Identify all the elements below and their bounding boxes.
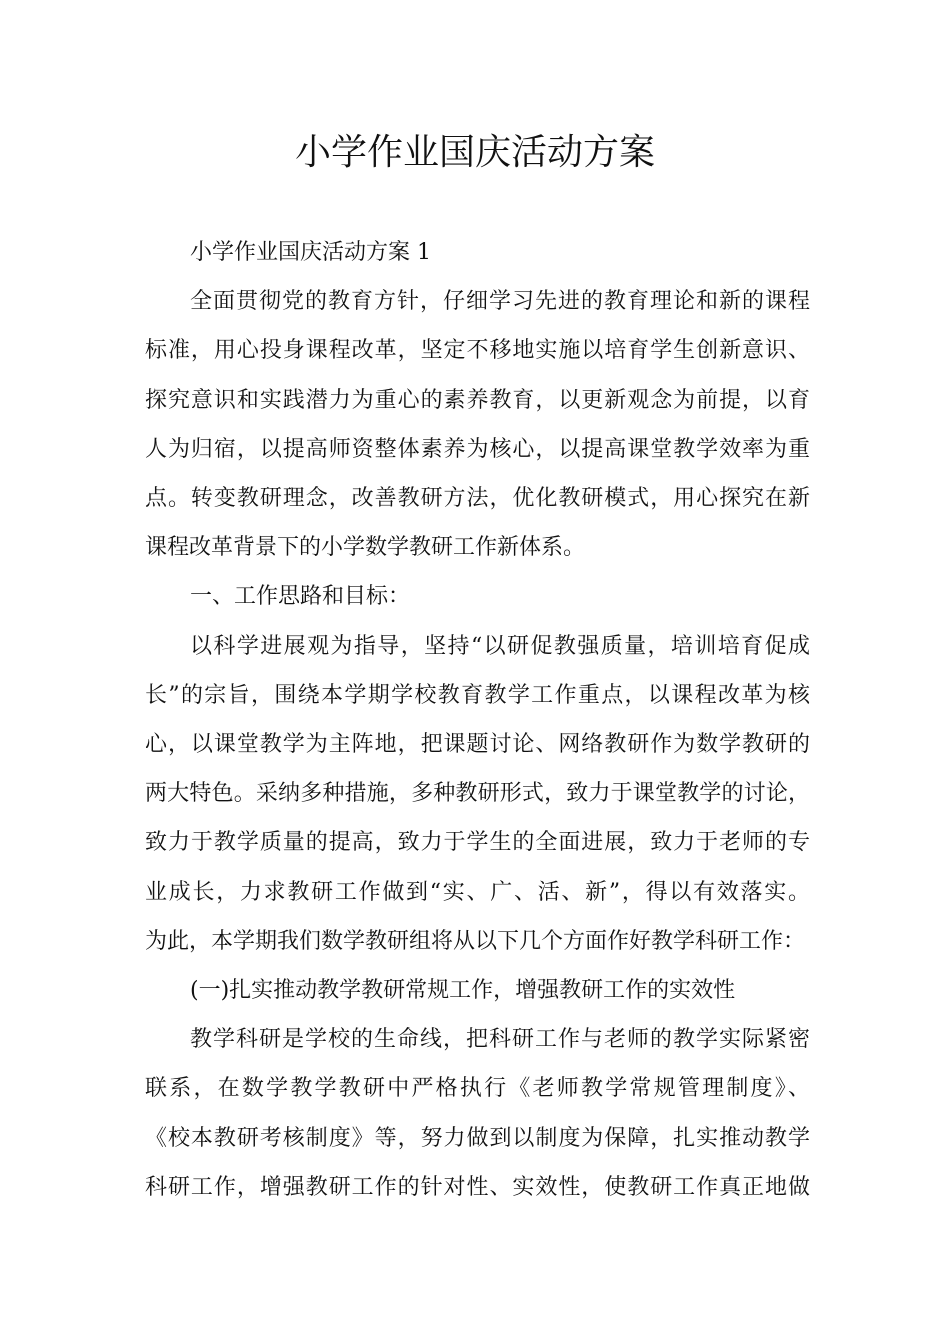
- text-line: 心，以课堂教学为主阵地，把课题讨论、网络教研作为数学教研的: [145, 732, 810, 758]
- paragraph-line: [145, 326, 810, 375]
- paragraph-line: [145, 376, 810, 425]
- text-line: 两大特色。采纳多种措施，多种教研形式，致力于课堂教学的讨论，: [145, 781, 810, 807]
- text-line: (一)扎实推动教学教研常规工作，增强教研工作的实效性: [190, 978, 736, 1004]
- text-line: 以科学进展观为指导，坚持“以研促教强质量，培训培育促成: [190, 633, 810, 659]
- text-line: 致力于教学质量的提高，致力于学生的全面进展，致力于老师的专: [145, 830, 810, 856]
- text-line: 全面贯彻党的教育方针，仔细学习先进的教育理论和新的课程: [190, 289, 810, 315]
- paragraph-line: [145, 917, 810, 966]
- text-line: 联系，在数学教学教研中严格执行《老师教学常规管理制度》、: [145, 1076, 810, 1102]
- paragraph-line: [145, 523, 810, 572]
- paragraph-line: [145, 818, 810, 867]
- text-line: 《校本教研考核制度》等，努力做到以制度为保障，扎实推动教学: [145, 1125, 810, 1151]
- paragraph-line: [145, 474, 810, 523]
- paragraph-start-line: [145, 1015, 810, 1064]
- paragraph-start-line: [145, 277, 810, 326]
- text-line: 一、工作思路和目标：: [190, 584, 411, 610]
- paragraph-start-line: [145, 572, 810, 621]
- paragraph-line: [145, 720, 810, 769]
- paragraph-start-line: [145, 228, 810, 277]
- paragraph-line: [145, 425, 810, 474]
- paragraph-line: [145, 868, 810, 917]
- text-line: 探究意识和实践潜力为重心的素养教育，以更新观念为前提，以育: [145, 387, 810, 413]
- text-line: 教学科研是学校的生命线，把科研工作与老师的教学实际紧密: [190, 1027, 810, 1053]
- text-line: 点。转变教研理念，改善教研方法，优化教研模式，用心探究在新: [145, 486, 810, 512]
- paragraph-start-line: [145, 966, 810, 1015]
- text-line: 科研工作，增强教研工作的针对性、实效性，使教研工作真正地做: [145, 1174, 810, 1200]
- document-title: 小学作业国庆活动方案: [294, 132, 655, 173]
- paragraph-start-line: [145, 622, 810, 671]
- paragraph-line: [145, 1163, 810, 1212]
- text-line: 小学作业国庆活动方案 1: [190, 240, 431, 265]
- text-line: 长”的宗旨，围绕本学期学校教育教学工作重点，以课程改革为核: [145, 682, 810, 708]
- paragraph-line: [145, 1064, 810, 1113]
- text-line: 标准，用心投身课程改革，坚定不移地实施以培育学生创新意识、: [145, 338, 810, 364]
- text-line: 为此，本学期我们数学教研组将从以下几个方面作好教学科研工作：: [145, 928, 806, 954]
- paragraph-line: [145, 769, 810, 818]
- document-body: [145, 228, 810, 1212]
- text-line: 人为归宿，以提高师资整体素养为核心，以提高课堂教学效率为重: [145, 436, 810, 462]
- text-line: 课程改革背景下的小学数学教研工作新体系。: [145, 535, 586, 561]
- paragraph-line: [145, 671, 810, 720]
- paragraph-line: [145, 1114, 810, 1163]
- text-line: 业成长，力求教研工作做到“实、广、活、新”，得以有效落实。: [145, 879, 810, 905]
